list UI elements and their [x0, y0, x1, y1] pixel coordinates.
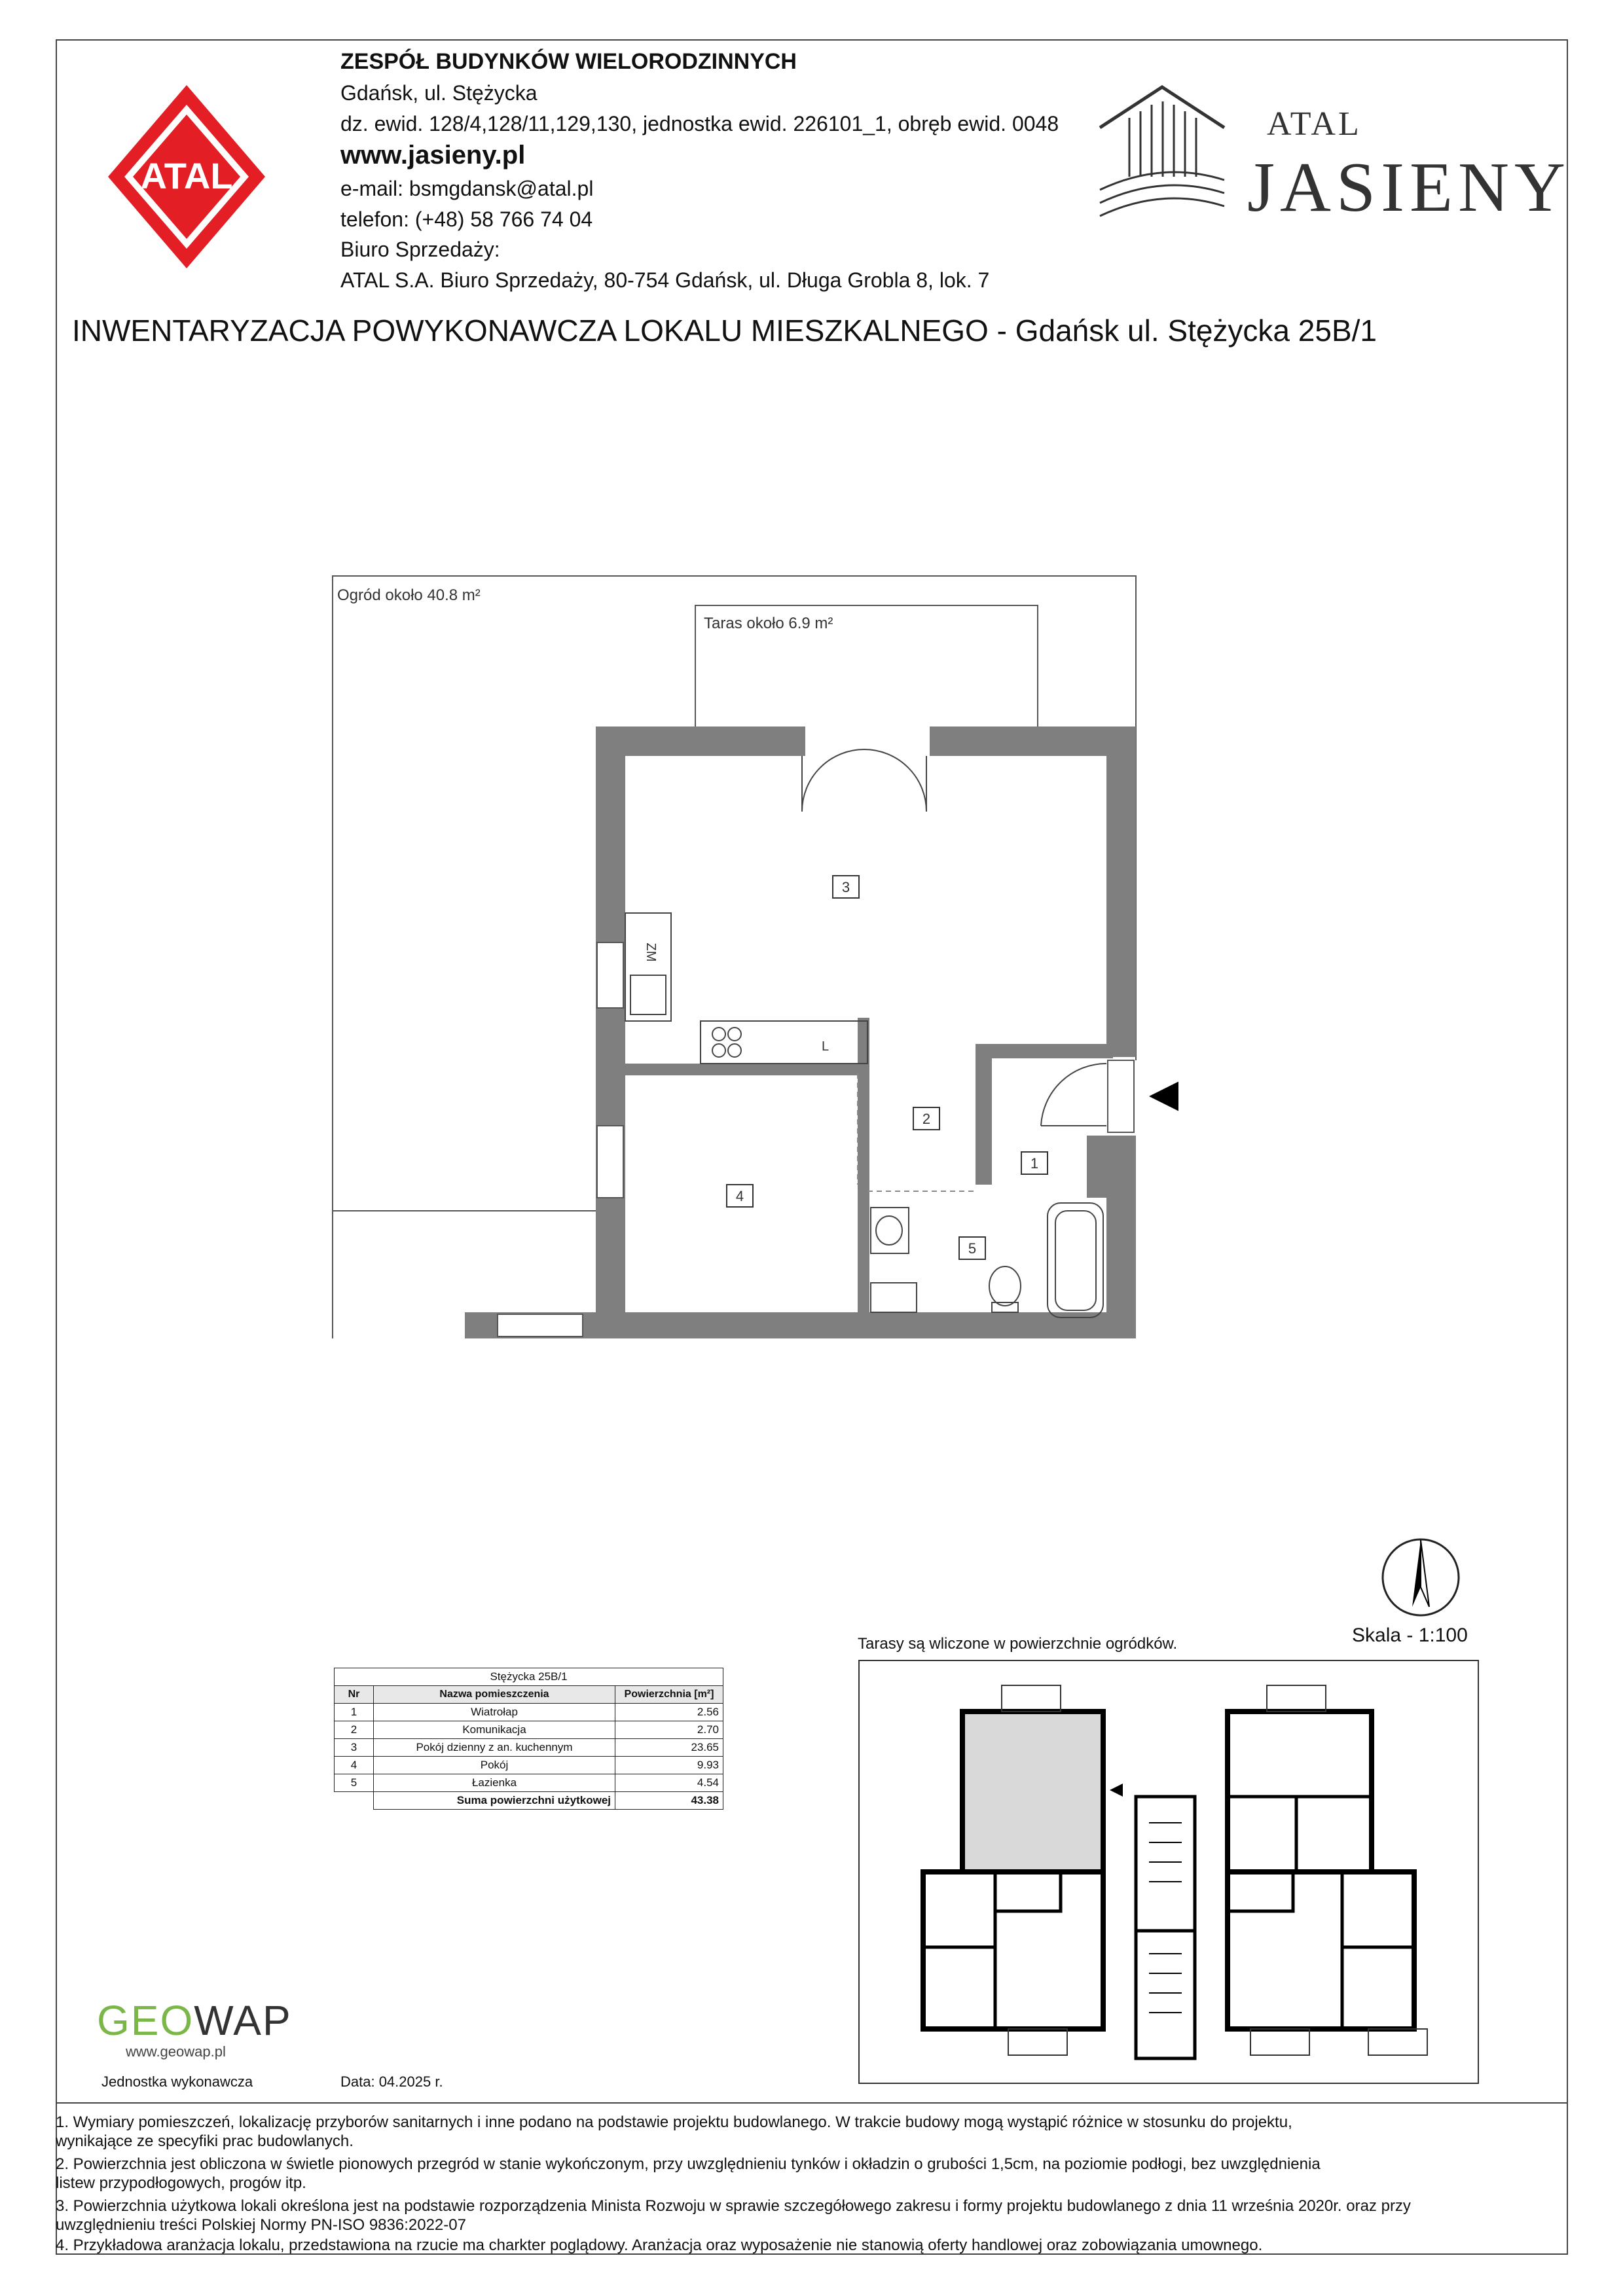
parcels: dz. ewid. 128/4,128/11,129,130, jednostka ewid. 226101_1, obręb ewid. 0048 [340, 112, 1059, 135]
phone: telefon: (+48) 58 766 74 04 [340, 207, 593, 231]
entrance-arrow-icon [1149, 1073, 1178, 1119]
note-line: 4. Przykładowa aranżacja lokalu, przedstawiona na rzucie ma charkter poglądowy. Aranżacja oraz wyposażenie nie stanowią oferty handlowej oraz zobowiązania umownego. [56, 2236, 1263, 2254]
terrace-label: Taras około 6.9 m² [704, 615, 833, 632]
table-row: 1 Wiatrołap 2.56 [335, 1704, 723, 1721]
sales-office: ATAL S.A. Biuro Sprzedaży, 80-754 Gdańsk, ul. Długa Grobla 8, lok. 7 [340, 268, 990, 292]
sink-label: L [822, 1039, 830, 1054]
bathroom-fixtures [871, 1203, 1103, 1318]
atal-logo [105, 82, 268, 272]
floor-plan [327, 569, 1178, 1348]
note-line: 3. Powierzchnia użytkowa lokali określona jest na podstawie rozporządzenia Minista Rozwoju w sprawie szczegółowego zakresu i formy projektu budowlanego z dnia 11 września 2020r. oraz przy [56, 2197, 1411, 2215]
key-plan-arrow-icon [1110, 1784, 1123, 1797]
table-total-row: Suma powierzchni użytkowej 43.38 [335, 1792, 723, 1810]
website-link[interactable]: www.jasieny.pl [340, 141, 526, 170]
atal-logo-text: ATAL [140, 155, 233, 196]
entrance-door [1041, 1064, 1106, 1126]
room-number-4: 4 [735, 1188, 744, 1204]
table-row: 5 Łazienka 4.54 [335, 1774, 723, 1792]
fridge-label: ZM [644, 942, 658, 962]
table-row: 3 Pokój dzienny z an. kuchennym 23.65 [335, 1739, 723, 1757]
email: e-mail: bsmgdansk@atal.pl [340, 177, 594, 200]
kitchen-units [625, 913, 867, 1064]
header-name: Nazwa pomieszczenia [374, 1686, 615, 1704]
unit-label: Jednostka wykonawcza [101, 2073, 253, 2090]
page-title: INWENTARYZACJA POWYKONAWCZA LOKALU MIESZKALNEGO - Gdańsk ul. Stężycka 25B/1 [72, 314, 1377, 348]
north-arrow-icon [1378, 1535, 1463, 1620]
brand-big: JASIENY [1247, 149, 1571, 226]
room-number-2: 2 [922, 1111, 931, 1127]
header-nr: Nr [335, 1686, 374, 1704]
note-line: uwzględnieniu treści Polskiej Normy PN-ISO 9836:2022-07 [56, 2216, 466, 2234]
company-line: ZESPÓŁ BUDYNKÓW WIELORODZINNYCH [340, 49, 797, 74]
table-row: 2 Komunikacja 2.70 [335, 1721, 723, 1739]
room-number-3: 3 [841, 879, 850, 895]
note-line: wynikające ze specyfiki prac budowlanych. [56, 2132, 354, 2150]
geowap-logo: GEOWAP [97, 1997, 292, 2044]
date-label: Data: 04.2025 r. [340, 2073, 443, 2090]
garden-label: Ogród około 40.8 m² [337, 586, 481, 604]
note-line: 1. Wymiary pomieszczeń, lokalizację przyborów sanitarnych i inne podano na podstawie projektu budowlanego. W trakcie budowy mogą wystąpić różnice w stosunku do projektu, [56, 2113, 1292, 2131]
scale-label: Skala - 1:100 [1352, 1624, 1468, 1646]
table-row: 4 Pokój 9.93 [335, 1757, 723, 1774]
room-number-1: 1 [1030, 1155, 1039, 1172]
key-plan [858, 1659, 1480, 2085]
terraces-note: Tarasy są wliczone w powierzchnie ogródków. [858, 1635, 1178, 1653]
garden-outline [333, 576, 1136, 1338]
table-caption: Stężycka 25B/1 [335, 1668, 723, 1686]
header-area: Powierzchnia [m²] [615, 1686, 723, 1704]
area-table [334, 1668, 723, 1810]
footer-separator [56, 2102, 1568, 2104]
geowap-url[interactable]: www.geowap.pl [126, 2043, 226, 2060]
brand-small: ATAL [1267, 105, 1362, 143]
jasieny-logo-mark [1093, 82, 1231, 226]
note-line: 2. Powierzchnia jest obliczona w świetle pionowych przegród w stanie wykończonym, przy uwzględnieniu tynków i okładzin o grubości 1,5cm, na poziomie podłogi, bez uwzględnienia [56, 2155, 1321, 2173]
terrace-door [802, 749, 926, 812]
address: Gdańsk, ul. Stężycka [340, 81, 538, 105]
note-line: listew przypodłogowych, progów itp. [56, 2174, 306, 2192]
room-number-5: 5 [968, 1240, 977, 1257]
walls [465, 726, 1136, 1338]
sales-office-label: Biuro Sprzedaży: [340, 238, 500, 261]
key-plan-highlight [965, 1714, 1101, 1869]
